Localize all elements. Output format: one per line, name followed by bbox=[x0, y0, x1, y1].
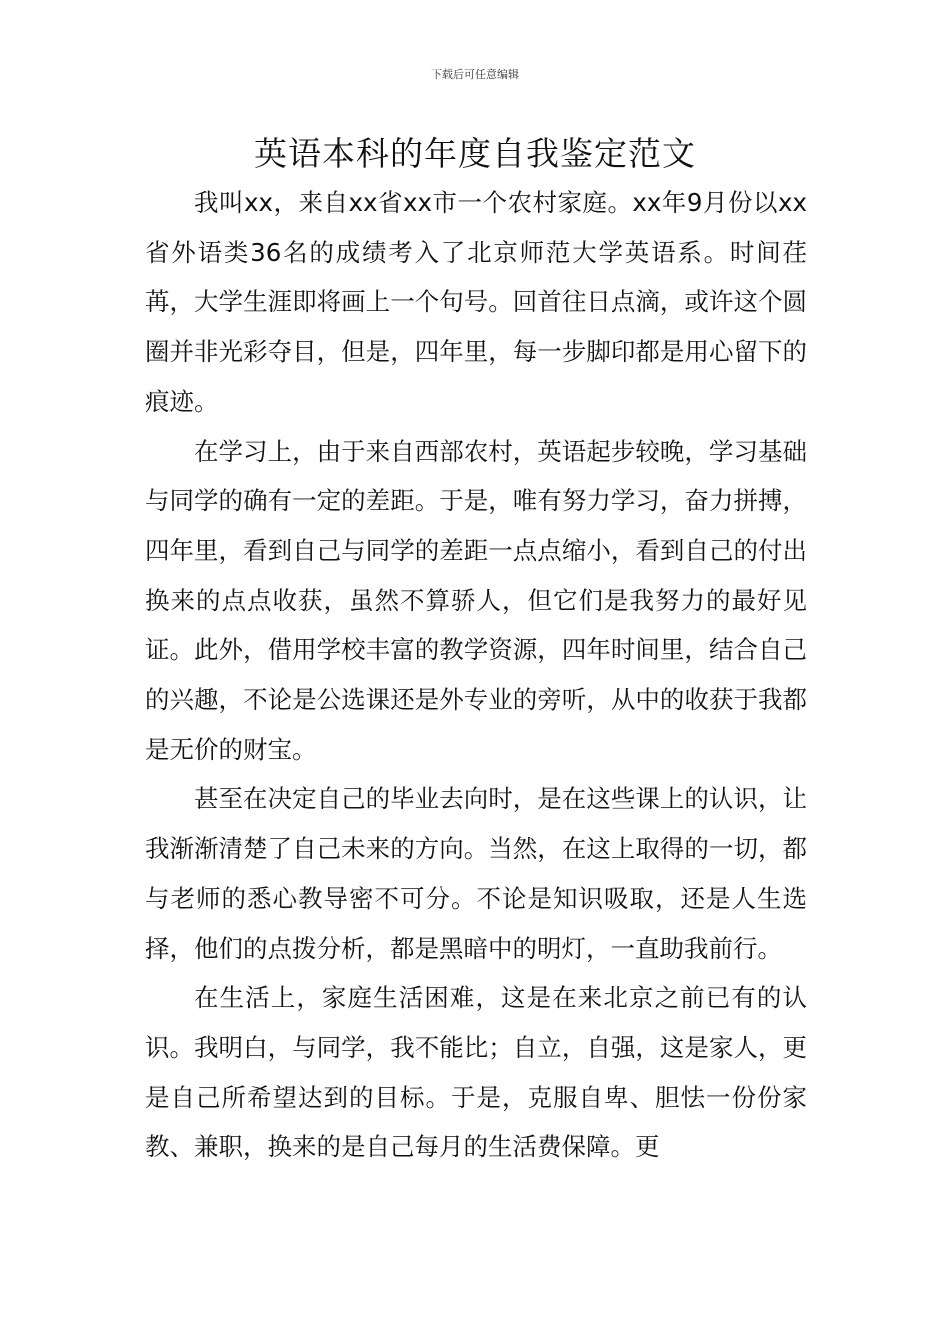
paragraph: 在生活上，家庭生活困难，这是在来北京之前已有的认识。我明白，与同学，我不能比；自立，自强，这是家人，更是自己所希望达到的目标。于是，克服自卑、胆怯一份份家教、兼职，换来的是自己每月的生活费保障。更 bbox=[145, 983, 807, 1162]
paragraph: 甚至在决定自己的毕业去向时，是在这些课上的认识，让我渐渐清楚了自己未来的方向。当然，在这上取得的一切，都与老师的悉心教导密不可分。不论是知识吸取，还是人生选择，他们的点拨分析，都是黑暗中的明灯，一直助我前行。 bbox=[145, 784, 807, 963]
paragraph: 我叫xx，来自xx省xx市一个农村家庭。xx年9月份以xx省外语类36名的成绩考入了北京师范大学英语系。时间荏苒，大学生涯即将画上一个句号。回首往日点滴，或许这个圆圈并非光彩夺目，但是，四年里，每一步脚印都是用心留下的痕迹。 bbox=[145, 188, 807, 416]
document-title: 英语本科的年度自我鉴定范文 bbox=[254, 134, 696, 173]
header-note: 下载后可任意编辑 bbox=[431, 68, 519, 81]
paragraph: 在学习上，由于来自西部农村，英语起步较晚，学习基础与同学的确有一定的差距。于是，唯有努力学习，奋力拼搏，四年里，看到自己与同学的差距一点点缩小，看到自己的付出换来的点点收获，虽然不算骄人，但它们是我努力的最好见证。此外，借用学校丰富的教学资源，四年时间里，结合自己的兴趣，不论是公选课还是外专业的旁听，从中的收获于我都是无价的财宝。 bbox=[145, 436, 807, 764]
document-body bbox=[145, 178, 807, 1172]
